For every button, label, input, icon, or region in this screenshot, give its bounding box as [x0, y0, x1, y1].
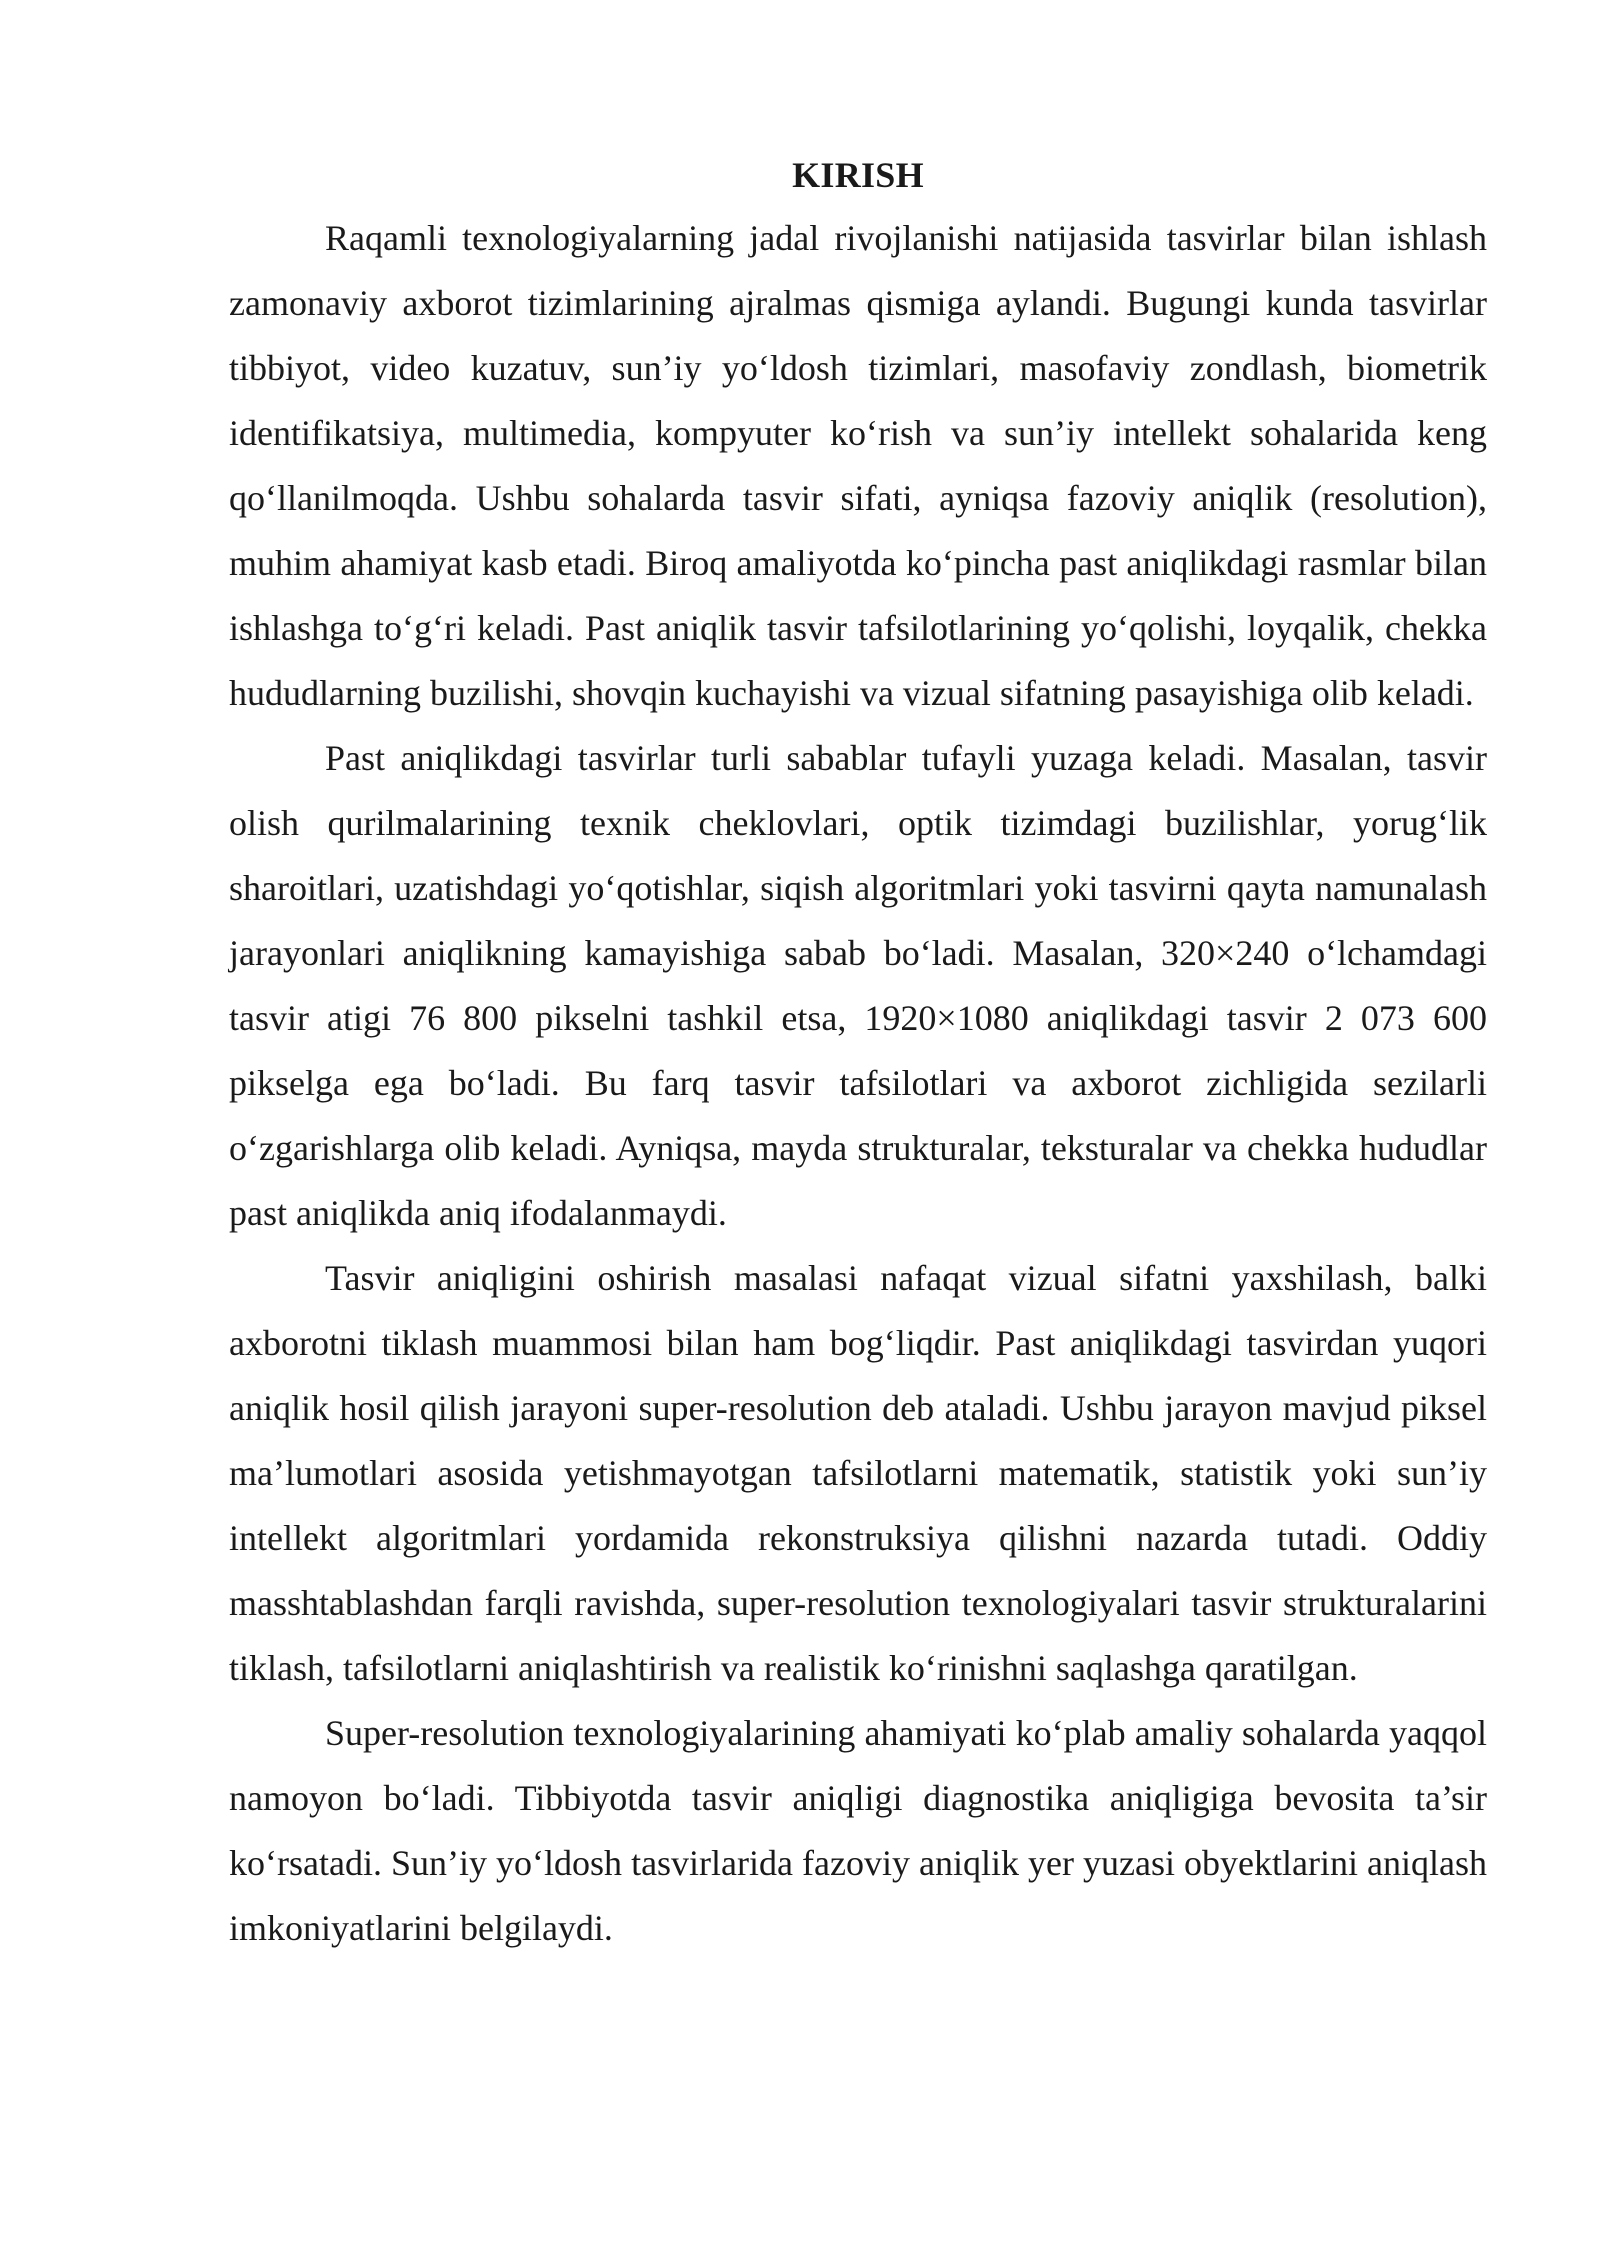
- section-title: KIRISH: [792, 155, 924, 195]
- document-body: [229, 148, 1487, 1961]
- paragraph-1: Raqamli texnologiyalarning jadal rivojlanishi natijasida tasvirlar bilan ishlash zamonaviy axborot tizimlarining ajralmas qismiga aylandi. Bugungi kunda tasvirlar tibbiyot, video kuzatuv, sun’iy yo‘ldosh tizimlari, masofaviy zondlash, biometrik identifikatsiya, multimedia, kompyuter ko‘rish va sun’iy intellekt sohalarida keng qo‘llanilmoqda. Ushbu sohalarda tasvir sifati, ayniqsa fazoviy aniqlik (resolution), muhim ahamiyat kasb etadi. Biroq amaliyotda ko‘pincha past aniqlikdagi rasmlar bilan ishlashga to‘g‘ri keladi. Past aniqlik tasvir tafsilotlarining yo‘qolishi, loyqalik, chekka hududlarning buzilishi, shovqin kuchayishi va vizual sifatning pasayishiga olib keladi.: [229, 218, 1487, 713]
- paragraph-3: Tasvir aniqligini oshirish masalasi nafaqat vizual sifatni yaxshilash, balki axborotni tiklash muammosi bilan ham bog‘liqdir. Past aniqlikdagi tasvirdan yuqori aniqlik hosil qilish jarayoni super-resolution deb ataladi. Ushbu jarayon mavjud piksel ma’lumotlari asosida yetishmayotgan tafsilotlarni matematik, statistik yoki sun’iy intellekt algoritmlari yordamida rekonstruksiya qilishni nazarda tutadi. Oddiy masshtablashdan farqli ravishda, super-resolution texnologiyalari tasvir strukturalarini tiklash, tafsilotlarni aniqlashtirish va realistik ko‘rinishni saqlashga qaratilgan.: [229, 1258, 1487, 1688]
- paragraph-4: Super-resolution texnologiyalarining ahamiyati ko‘plab amaliy sohalarda yaqqol namoyon bo‘ladi. Tibbiyotda tasvir aniqligi diagnostika aniqligiga bevosita ta’sir ko‘rsatadi. Sun’iy yo‘ldosh tasvirlarida fazoviy aniqlik yer yuzasi obyektlarini aniqlash imkoniyatlarini belgilaydi.: [229, 1713, 1487, 1948]
- paragraph-2: Past aniqlikdagi tasvirlar turli sabablar tufayli yuzaga keladi. Masalan, tasvir olish qurilmalarining texnik cheklovlari, optik tizimdagi buzilishlar, yorug‘lik sharoitlari, uzatishdagi yo‘qotishlar, siqish algoritmlari yoki tasvirni qayta namunalash jarayonlari aniqlikning kamayishiga sabab bo‘ladi. Masalan, 320×240 o‘lchamdagi tasvir atigi 76 800 pikselni tashkil etsa, 1920×1080 aniqlikdagi tasvir 2 073 600 pikselga ega bo‘ladi. Bu farq tasvir tafsilotlari va axborot zichligida sezilarli o‘zgarishlarga olib keladi. Ayniqsa, mayda strukturalar, teksturalar va chekka hududlar past aniqlikda aniq ifodalanmaydi.: [229, 738, 1487, 1233]
